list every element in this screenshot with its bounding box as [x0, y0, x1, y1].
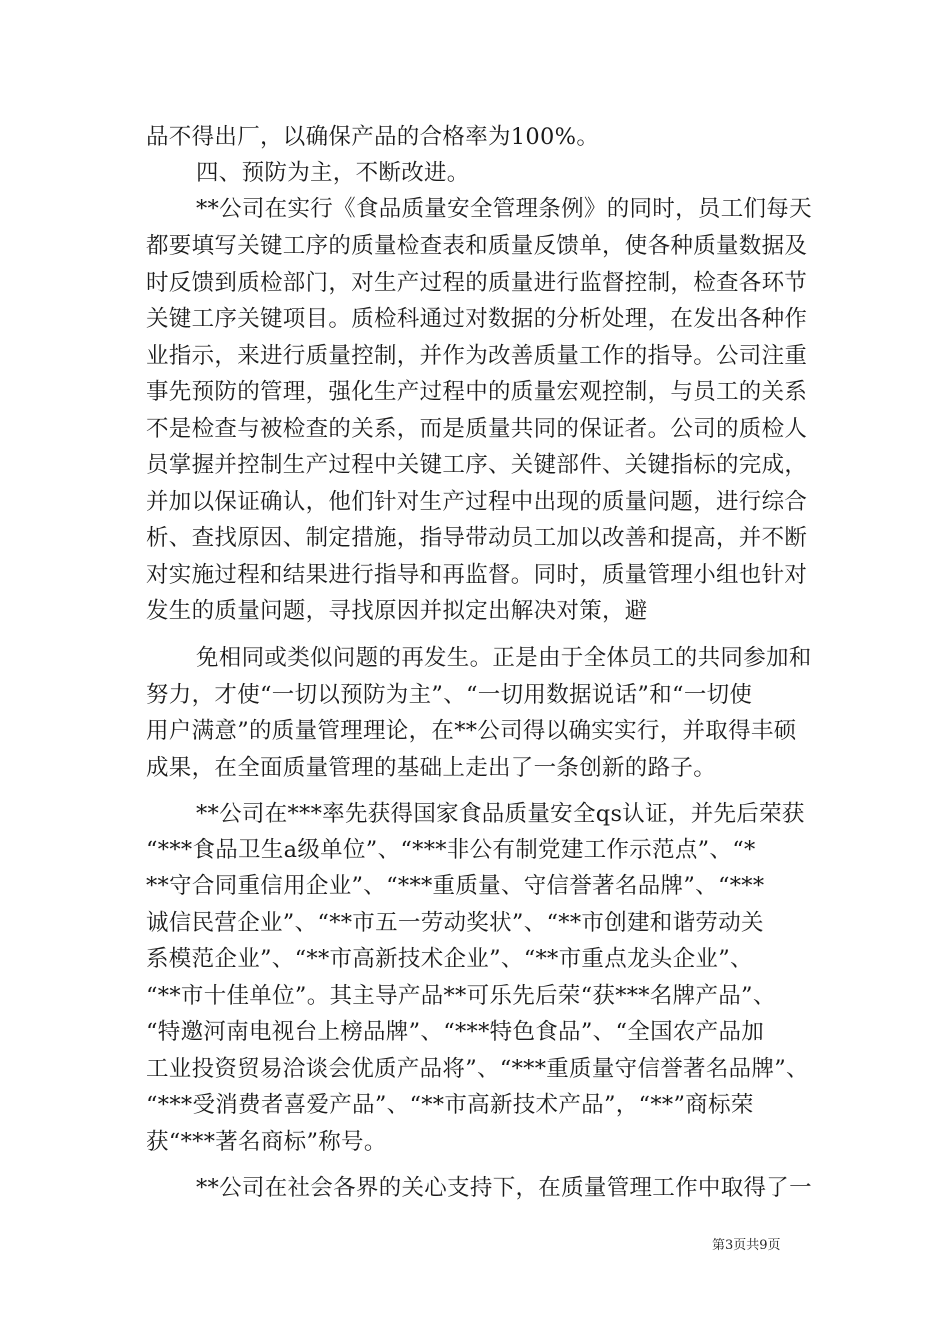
text-line: **公司在社会各界的关心支持下，在质量管理工作中取得了一: [196, 1175, 812, 1201]
text-line: **公司在实行《食品质量安全管理条例》的同时，员工们每天: [196, 196, 812, 222]
page-number: 第3页共9页: [712, 1238, 781, 1253]
text-line: 成果，在全面质量管理的基础上走出了一条创新的路子。: [146, 755, 717, 781]
text-line: 获“***著名商标”称号。: [146, 1129, 387, 1155]
text-line: “特邀河南电视台上榜品牌”、“***特色食品”、“全国农产品加: [146, 1019, 765, 1045]
text-line: **守合同重信用企业”、“***重质量、守信誉著名品牌”、“***: [146, 873, 765, 899]
text-line: 发生的质量问题，寻找原因并拟定出解决对策，避: [146, 598, 648, 624]
text-line: “***受消费者喜爱产品”、“**市高新技术产品”，“**”商标荣: [146, 1092, 754, 1118]
text-line: 诚信民营企业”、“**市五一劳动奖状”、“**市创建和谐劳动关: [146, 910, 764, 936]
text-line: 并加以保证确认，他们针对生产过程中出现的质量问题，进行综合: [146, 489, 808, 515]
section-heading: 四、预防为主，不断改进。: [196, 160, 470, 186]
text-line: 对实施过程和结果进行指导和再监督。同时，质量管理小组也针对: [146, 562, 808, 588]
text-line: 免相同或类似问题的再发生。正是由于全体员工的共同参加和: [196, 645, 812, 671]
text-line: 析、查找原因、制定措施，指导带动员工加以改善和提高，并不断: [146, 525, 808, 551]
text-line: 品不得出厂，以确保产品的合格率为100%。: [146, 124, 600, 150]
text-line: 业指示，来进行质量控制，并作为改善质量工作的指导。公司注重: [146, 343, 808, 369]
text-line: 员掌握并控制生产过程中关键工序、关键部件、关键指标的完成，: [146, 452, 808, 478]
text-line: 都要填写关键工序的质量检查表和质量反馈单，使各种质量数据及: [146, 233, 808, 259]
text-line: 系模范企业”、“**市高新技术企业”、“**市重点龙头企业”、: [146, 946, 753, 972]
text-line: “**市十佳单位”。其主导产品**可乐先后荣“获***名牌产品”、: [146, 983, 776, 1009]
text-line: 事先预防的管理，强化生产过程中的质量宏观控制，与员工的关系: [146, 379, 808, 405]
text-line: **公司在***率先获得国家食品质量安全qs认证，并先后荣获: [196, 801, 805, 827]
text-line: 努力，才使“一切以预防为主”、“一切用数据说话”和“一切使: [146, 682, 753, 708]
text-line: 用户满意”的质量管理理论，在**公司得以确实实行，并取得丰硕: [146, 718, 797, 744]
text-line: 工业投资贸易洽谈会优质产品将”、“***重质量守信誉著名品牌”、: [146, 1056, 809, 1082]
text-line: “***食品卫生a级单位”、“***非公有制党建工作示范点”、“*: [146, 837, 756, 863]
text-line: 不是检查与被检查的关系，而是质量共同的保证者。公司的质检人: [146, 416, 808, 442]
text-line: 关键工序关键项目。质检科通过对数据的分析处理，在发出各种作: [146, 306, 808, 332]
text-line: 时反馈到质检部门，对生产过程的质量进行监督控制，检查各环节: [146, 270, 808, 296]
